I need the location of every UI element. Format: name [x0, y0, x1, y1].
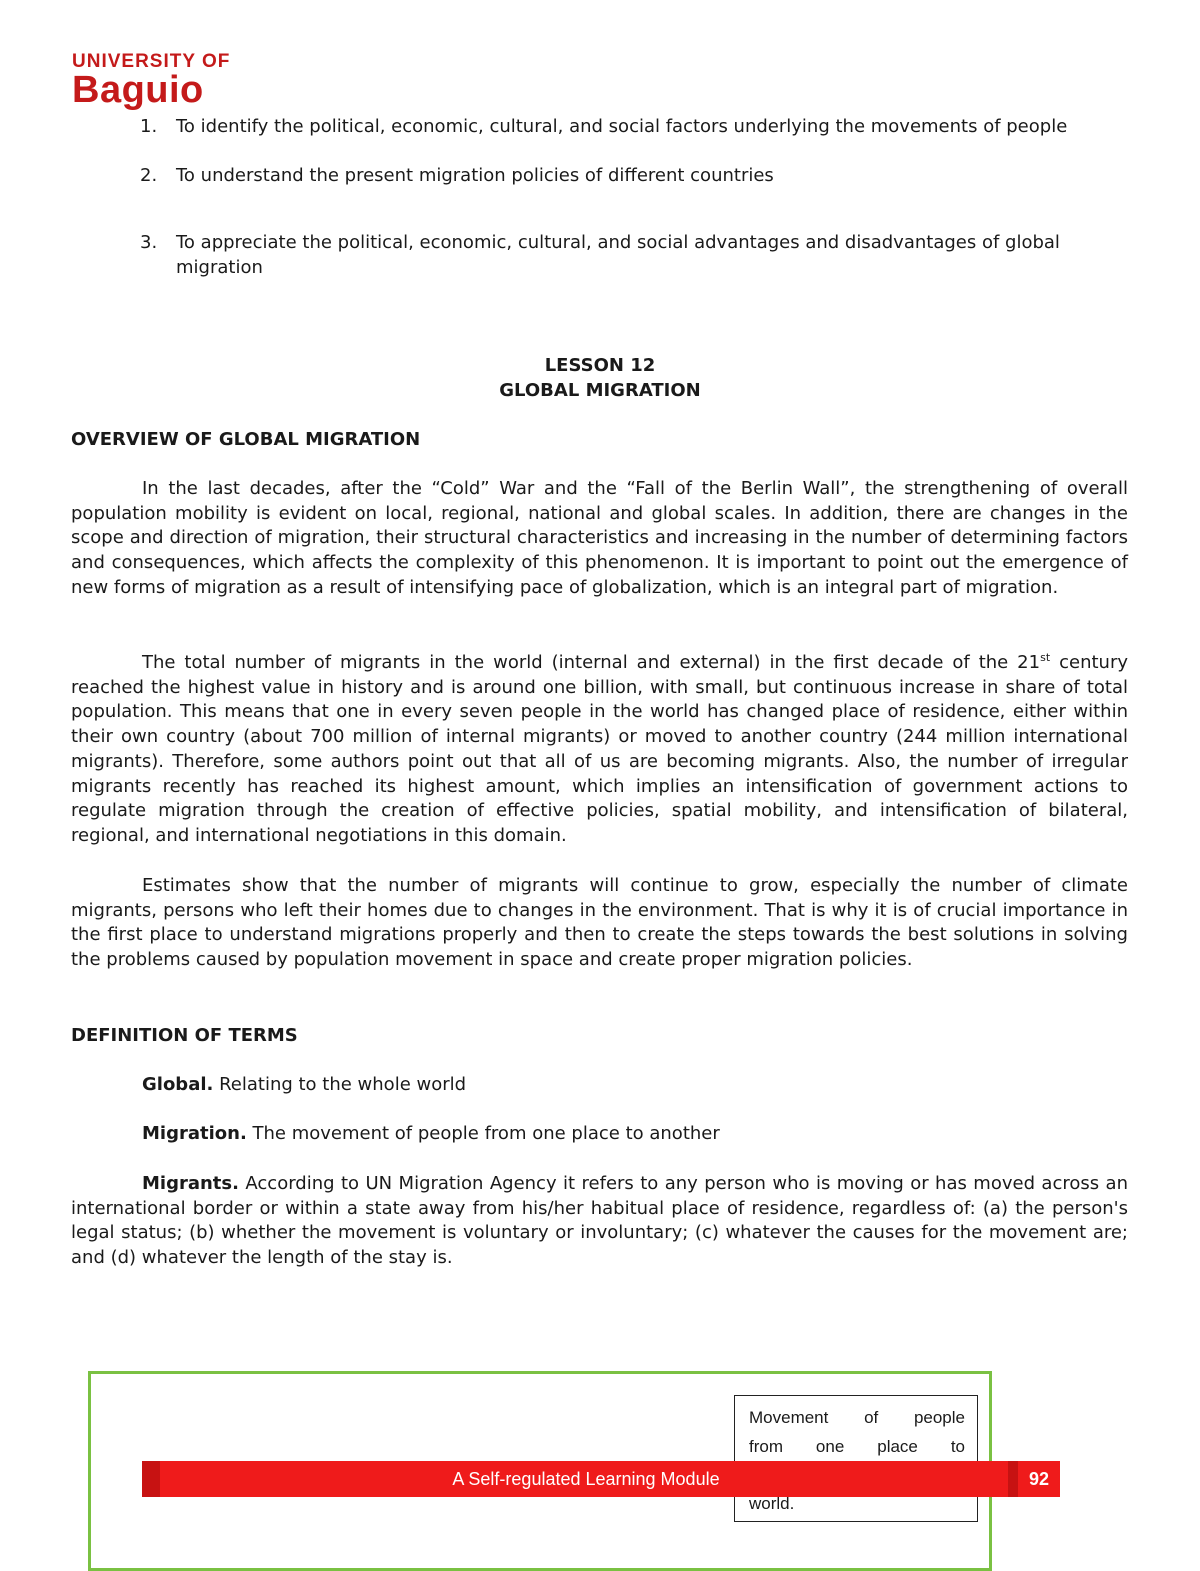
objective-item [140, 163, 1130, 188]
def-migration: The movement of people from one place to another [246, 1123, 720, 1144]
objective-item [140, 114, 1130, 139]
term-global: Global. [142, 1074, 214, 1095]
overview-paragraph-3: Estimates show that the number of migrants will continue to grow, especially the number of climate migrants, persons who left their homes due to changes in the environment. That is why it is of crucial importance in the first place to understand migrations properly and then to create the steps towards the best solutions in solving the problems caused by population movement in space and create proper migration policies. [71, 875, 1128, 971]
overview-heading: OVERVIEW OF GLOBAL MIGRATION [71, 429, 421, 450]
objective-item [140, 230, 1130, 280]
logo-baguio: Baguio [72, 69, 204, 111]
logo-university-of: UNIVERSITY OF [72, 51, 231, 72]
overview-paragraph-1: In the last decades, after the “Cold” War and the “Fall of the Berlin Wall”, the strengthening of overall population mobility is evident on local, regional, national and global scales. In addition, there are changes in the scope and direction of migration, their structural characteristics and increasing in the number of determining factors and consequences, which affects the complexity of this phenomenon. It is important to point out the emergence of new forms of migration as a result of intensifying pace of globalization, which is an integral part of migration. [71, 478, 1128, 598]
ordinal-superscript: st [1040, 651, 1051, 664]
overview-paragraph-2 [71, 651, 1128, 849]
university-logo [72, 52, 230, 109]
objective-number: 1. [140, 116, 158, 137]
definitions-heading: DEFINITION OF TERMS [71, 1025, 298, 1046]
term-migration: Migration. [142, 1123, 247, 1144]
callout-line-3: world. [749, 1497, 795, 1513]
term-migrants: Migrants. [142, 1173, 239, 1194]
callout-line-2: from one place to [749, 1436, 965, 1456]
footer-divider [1008, 1461, 1018, 1497]
footer-label: A Self-regulated Learning Module [452, 1469, 720, 1489]
objective-text: To identify the political, economic, cultural, and social factors underlying the movements of people [176, 116, 1068, 137]
definition-migrants [71, 1172, 1128, 1271]
objective-number: 2. [140, 165, 158, 186]
callout-box-continued [734, 1497, 978, 1522]
page-number: 92 [1028, 1469, 1050, 1489]
def-global: Relating to the whole world [213, 1074, 467, 1095]
paragraph-2-text-start: The total number of migrants in the world (internal and external) in the first decade of the 21 [142, 652, 1041, 673]
definition-migration [142, 1123, 720, 1144]
callout-line-1: Movement of people [749, 1408, 965, 1427]
def-migrants: According to UN Migration Agency it refers to any person who is moving or has moved across an international border or within a state away from his/her habitual place of residence, regardless of: (a) the person's legal status; (b) whether the movement is voluntary or involuntary; (c) whatever the causes for the movement are; and (d) whatever the length of the stay is. [71, 1173, 1128, 1269]
definition-global [142, 1074, 466, 1095]
lesson-number: LESSON 12 [544, 355, 656, 376]
objective-text: To understand the present migration policies of different countries [176, 165, 774, 186]
footer-bar [142, 1461, 1060, 1497]
lesson-title: GLOBAL MIGRATION [499, 380, 701, 401]
objective-text: To appreciate the political, economic, cultural, and social advantages and disadvantages of global migration [176, 232, 1060, 278]
paragraph-2-text-end: century reached the highest value in history and is around one billion, with small, but continuous increase in share of total population. This means that one in every seven people in the world has changed place of residence, either within their own country (about 700 million of internal migrants) or moved to another country (244 million international migrants). Therefore, some authors point out that all of us are becoming migrants. Also, the number of irregular migrants recently has reached its highest amount, which implies an intensification of government actions to regulate migration through the creation of effective policies, spatial mobility, and intensification of bilateral, regional, and international negotiations in this domain. [71, 652, 1128, 846]
objective-number: 3. [140, 232, 158, 253]
